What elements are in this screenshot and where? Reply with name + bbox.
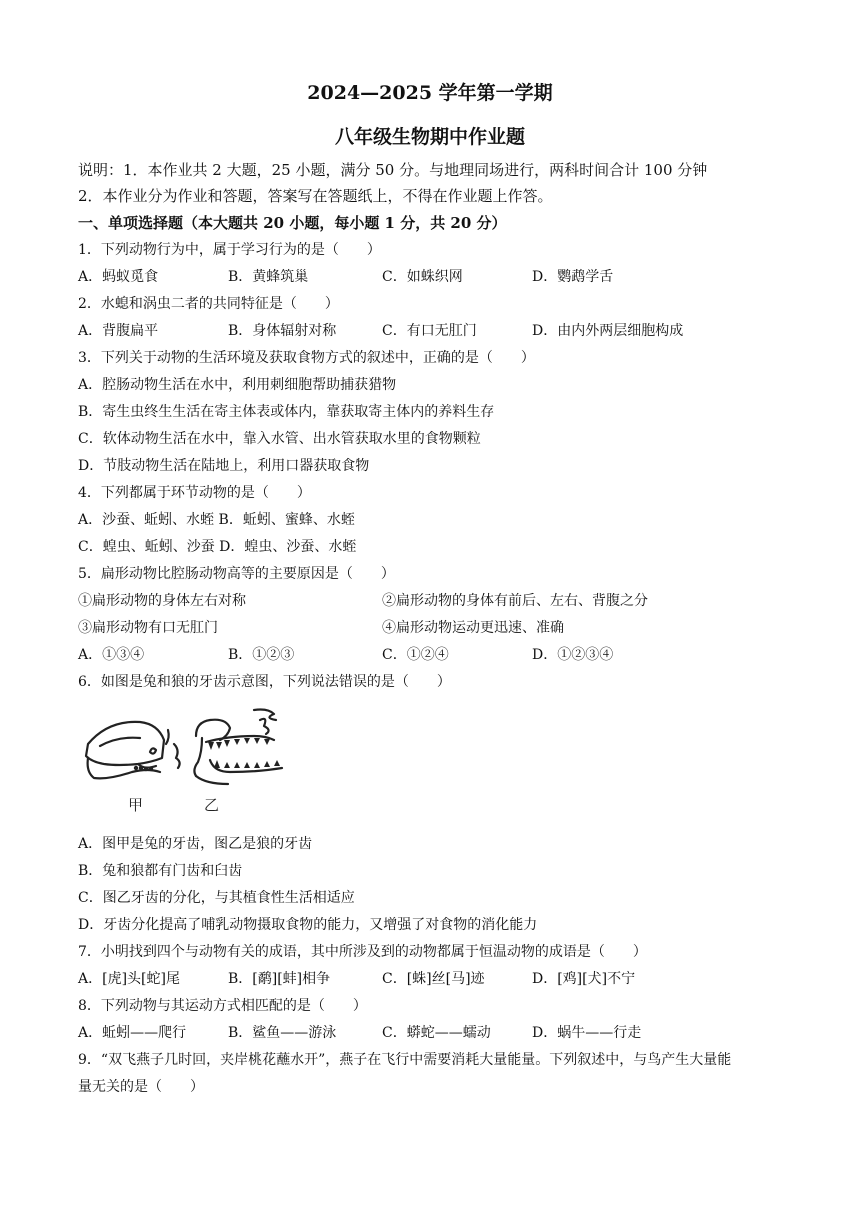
question-2-option-c: C．有口无肛门 — [382, 323, 477, 339]
question-3-option-c: C．软体动物生活在水中，靠入水管、出水管获取水里的食物颗粒 — [78, 431, 481, 447]
question-6-stem: 6．如图是兔和狼的牙齿示意图，下列说法错误的是（ ） — [78, 674, 451, 690]
question-5-option-b: B．①②③ — [228, 647, 295, 663]
question-2-option-d: D．由内外两层细胞构成 — [532, 323, 684, 339]
question-7-stem: 7．小明找到四个与动物有关的成语，其中所涉及到的动物都属于恒温动物的成语是（ ） — [78, 944, 647, 960]
question-3-option-d: D．节肢动物生活在陆地上，利用口器获取食物 — [78, 458, 370, 474]
question-1-option-a: A．蚂蚁觅食 — [78, 269, 159, 285]
question-9-stem-line-1: 9．“双飞燕子几时回，夹岸桃花蘸水开”，燕子在飞行中需要消耗大量能量。下列叙述中，与鸟产生大量能 — [78, 1052, 732, 1068]
question-2-option-b: B．身体辐射对称 — [228, 323, 337, 339]
question-3-option-a: A．腔肠动物生活在水中，利用刺细胞帮助捕获猎物 — [78, 377, 397, 393]
question-8-option-b: B．鲨鱼——游泳 — [228, 1025, 337, 1041]
question-7-option-a: A．[虎]头[蛇]尾 — [78, 971, 180, 987]
instructions-line-1: 说明：1．本作业共 2 大题，25 小题，满分 50 分。与地理同场进行，两科时间合计 100 分钟 — [78, 161, 708, 179]
question-6-option-c: C．图乙牙齿的分化，与其植食性生活相适应 — [78, 890, 355, 906]
question-7-option-c: C．[蛛]丝[马]迹 — [382, 971, 485, 987]
question-1-option-b: B．黄蜂筑巢 — [228, 269, 309, 285]
question-5-option-d: D．①②③④ — [532, 647, 614, 663]
question-6-option-d: D．牙齿分化提高了哺乳动物摄取食物的能力，又增强了对食物的消化能力 — [78, 917, 538, 933]
rabbit-skull-sketch — [86, 722, 180, 779]
question-1-option-c: C．如蛛织网 — [382, 269, 463, 285]
wolf-teeth-sketch — [208, 738, 280, 768]
question-5-statement-1: ①扁形动物的身体左右对称 — [78, 593, 246, 609]
question-1-stem: 1．下列动物行为中，属于学习行为的是（ ） — [78, 242, 381, 258]
question-8-stem: 8．下列动物与其运动方式相匹配的是（ ） — [78, 998, 367, 1014]
question-3-stem: 3．下列关于动物的生活环境及获取食物方式的叙述中，正确的是（ ） — [78, 350, 535, 366]
question-3-option-b: B．寄生虫终生生活在寄主体表或体内，靠获取寄主体内的养料生存 — [78, 404, 495, 420]
question-6-option-b: B．兔和狼都有门齿和臼齿 — [78, 863, 243, 879]
question-1-option-d: D．鹦鹉学舌 — [532, 269, 614, 285]
question-2-option-a: A．背腹扁平 — [78, 323, 159, 339]
question-8-option-d: D．蜗牛——行走 — [532, 1025, 642, 1041]
question-5-statement-2: ②扁形动物的身体有前后、左右、背腹之分 — [382, 593, 648, 609]
figure-label-yi: 乙 — [204, 796, 220, 814]
question-4-stem: 4．下列都属于环节动物的是（ ） — [78, 485, 311, 501]
teeth-diagram-figure — [78, 706, 298, 818]
instructions-line-2: 2．本作业分为作业和答题，答案写在答题纸上，不得在作业题上作答。 — [78, 187, 553, 205]
question-5-statement-3: ③扁形动物有口无肛门 — [78, 620, 218, 636]
question-8-option-c: C．蟒蛇——蠕动 — [382, 1025, 491, 1041]
section-heading: 一、单项选择题（本大题共 20 小题，每小题 1 分，共 20 分） — [78, 214, 507, 232]
question-7-option-b: B．[鹬][蚌]相争 — [228, 971, 331, 987]
question-8-option-a: A．蚯蚓——爬行 — [78, 1025, 187, 1041]
question-4-options-ab: A．沙蚕、蚯蚓、水蛭 B．蚯蚓、蜜蜂、水蛭 — [78, 512, 355, 528]
wolf-skull-sketch — [194, 710, 282, 785]
question-9-stem-line-2: 量无关的是（ ） — [78, 1079, 204, 1095]
question-5-stem: 5．扁形动物比腔肠动物高等的主要原因是（ ） — [78, 566, 395, 582]
question-5-option-a: A．①③④ — [78, 647, 145, 663]
question-5-option-c: C．①②④ — [382, 647, 449, 663]
question-6-option-a: A．图甲是兔的牙齿，图乙是狼的牙齿 — [78, 836, 313, 852]
question-7-option-d: D．[鸡][犬]不宁 — [532, 971, 636, 987]
question-5-statement-4: ④扁形动物运动更迅速、准确 — [382, 620, 564, 636]
document-title-year: 2024—2025 学年第一学期 — [307, 82, 553, 104]
document-title-subject: 八年级生物期中作业题 — [334, 126, 525, 148]
figure-label-jia: 甲 — [128, 796, 144, 814]
question-4-options-cd: C．蝗虫、蚯蚓、沙蚕 D．蝗虫、沙蚕、水蛭 — [78, 539, 357, 555]
question-2-stem: 2．水螅和涡虫二者的共同特征是（ ） — [78, 296, 339, 312]
